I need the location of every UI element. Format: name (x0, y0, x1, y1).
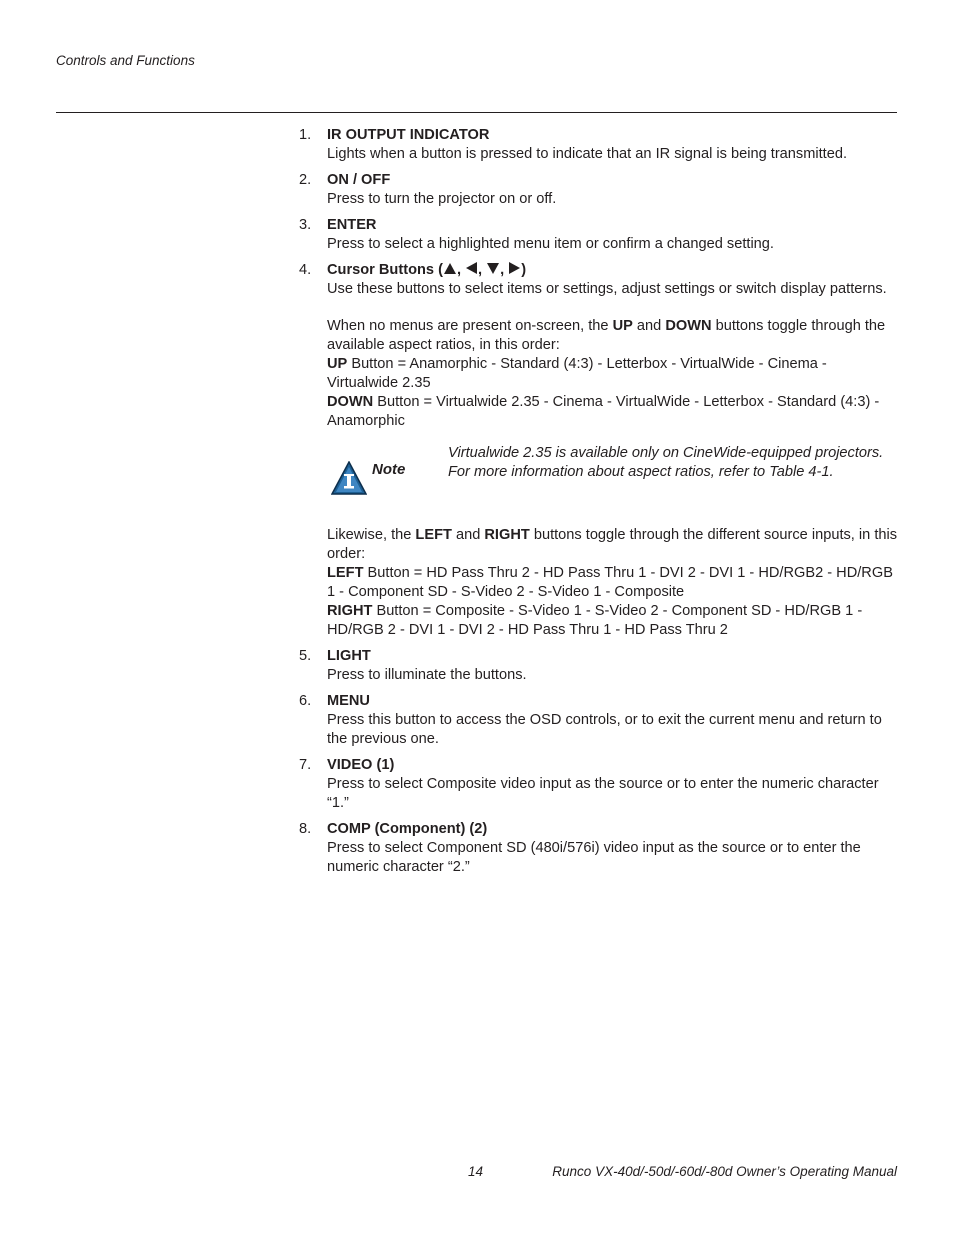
list-item-cursor-buttons (299, 261, 899, 640)
manual-title: Runco VX-40d/-50d/-60d/-80d Owner’s Operating Manual (552, 1164, 897, 1179)
list-item-enter (299, 216, 899, 254)
intro-text: buttons toggle through the different source inputs, in this order: (327, 527, 898, 562)
list-item-comp (299, 820, 899, 877)
item-description: Use these buttons to select items or settings, adjust settings or switch display patterns. (327, 281, 887, 297)
item-description: Press to illuminate the buttons. (327, 667, 527, 683)
updown-intro (327, 317, 899, 355)
left-keyword: LEFT (415, 527, 452, 543)
intro-text: buttons toggle through the available aspect ratios, in this order: (327, 318, 886, 353)
item-number: 2. (299, 172, 312, 188)
list-item-ir-output (299, 126, 899, 164)
item-description: Lights when a button is pressed to indicate that an IR signal is being transmitted. (327, 146, 848, 162)
note-box (327, 442, 899, 508)
note-label: Note (372, 461, 406, 478)
running-header: Controls and Functions (56, 53, 195, 68)
left-sequence-text: Button = HD Pass Thru 2 - HD Pass Thru 1 - DVI 2 - DVI 1 - HD/RGB2 - HD/RGB 1 - Component SD - S-Video 2 - S-Video 1 - Composite (327, 565, 893, 600)
item-description: Press to select Component SD (480i/576i) video input as the source or to enter the numeric character “2.” (327, 840, 861, 875)
note-line: Virtualwide 2.35 is available only on CineWide-equipped projectors. (448, 445, 884, 461)
up-triangle-icon (444, 263, 456, 274)
item-title: COMP (Component) (2) (327, 821, 488, 837)
item-number: 5. (299, 648, 312, 664)
item-title: Cursor Buttons ( , , , ) (327, 262, 527, 278)
list-item-on-off (299, 171, 899, 209)
item-title: MENU (327, 693, 370, 709)
down-keyword: DOWN (665, 318, 712, 334)
item-title: LIGHT (327, 648, 371, 664)
item-description: Press this button to access the OSD controls, or to exit the current menu and return to the previous one. (327, 712, 882, 747)
down-sequence (327, 393, 899, 431)
item-title: ENTER (327, 217, 377, 233)
item-number: 8. (299, 821, 312, 837)
down-sequence-text: Button = Virtualwide 2.35 - Cinema - VirtualWide - Letterbox - Standard (4:3) - Anamorphic (327, 394, 880, 429)
right-triangle-icon (509, 262, 520, 274)
list-item-video (299, 756, 899, 813)
right-sequence (327, 602, 899, 640)
item-number: 7. (299, 757, 312, 773)
right-keyword: RIGHT (484, 527, 530, 543)
title-start: Cursor Buttons ( (327, 262, 443, 278)
left-label: LEFT (327, 565, 364, 581)
item-number: 6. (299, 693, 312, 709)
up-sequence-text: Button = Anamorphic - Standard (4:3) - Letterbox - VirtualWide - Cinema - Virtualwide 2.35 (327, 356, 827, 391)
item-title: ON / OFF (327, 172, 391, 188)
up-label: UP (327, 356, 348, 372)
up-sequence (327, 355, 899, 393)
and-text: and (632, 318, 666, 334)
item-description: Press to select Composite video input as the source or to enter the numeric character “1.” (327, 776, 879, 811)
intro-text: Likewise, the (327, 527, 416, 543)
left-sequence (327, 564, 899, 602)
item-number: 1. (299, 127, 312, 143)
title-end: ) (521, 262, 527, 278)
left-triangle-icon (466, 262, 477, 274)
leftright-intro (327, 526, 899, 564)
list-item-light (299, 647, 899, 685)
down-triangle-icon (487, 263, 499, 274)
note-triangle-icon (331, 461, 367, 495)
and-text: and (451, 527, 485, 543)
up-keyword: UP (612, 318, 633, 334)
list-item-menu (299, 692, 899, 749)
controls-list (299, 126, 899, 884)
item-title: VIDEO (1) (327, 757, 395, 773)
header-rule (56, 112, 897, 113)
note-line: For more information about aspect ratios, refer to Table 4-1. (448, 464, 834, 480)
item-number: 4. (299, 262, 312, 278)
right-label: RIGHT (327, 603, 373, 619)
page-number: 14 (468, 1164, 484, 1179)
item-description: Press to turn the projector on or off. (327, 191, 557, 207)
item-description: Press to select a highlighted menu item or confirm a changed setting. (327, 236, 774, 252)
down-label: DOWN (327, 394, 374, 410)
right-sequence-text: Button = Composite - S-Video 1 - S-Video 2 - Component SD - HD/RGB 1 - HD/RGB 2 - DVI 1 - DVI 2 - HD Pass Thru 1 - HD Pass Thru 2 (327, 603, 863, 638)
item-title: IR OUTPUT INDICATOR (327, 127, 490, 143)
item-number: 3. (299, 217, 312, 233)
intro-text: When no menus are present on-screen, the (327, 318, 613, 334)
note-text (448, 444, 899, 482)
